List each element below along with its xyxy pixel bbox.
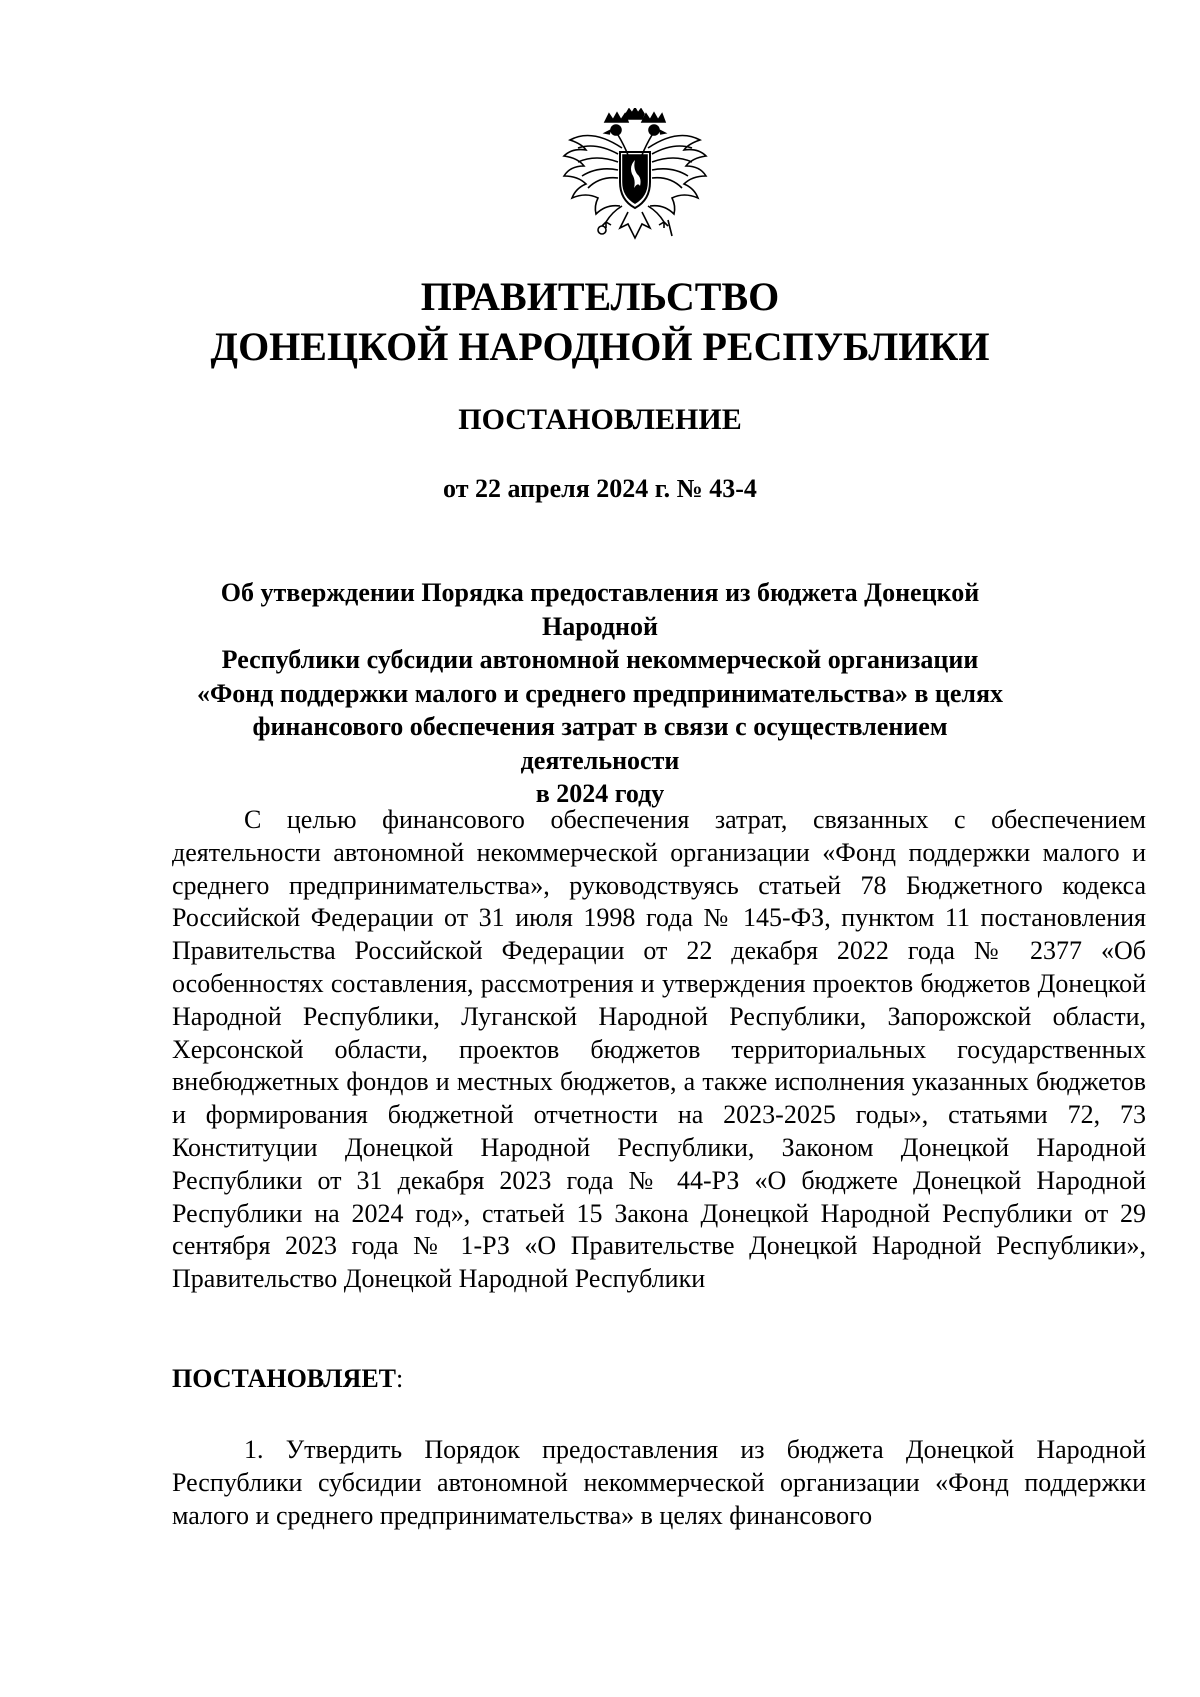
decree-word: ПОСТАНОВЛЯЕТ: [172, 1364, 396, 1393]
document-date-number: от 22 апреля 2024 г. № 43-4: [443, 474, 757, 503]
decree-heading: [172, 1362, 403, 1396]
subject-line: Об утверждении Порядка предоставления из бюджета Донецкой Народной: [220, 578, 980, 641]
document-type: ПОСТАНОВЛЕНИЕ: [458, 403, 742, 436]
document-subject: [170, 576, 1030, 811]
coat-of-arms-icon: [560, 108, 710, 258]
item-1-paragraph: 1. Утвердить Порядок предоставления из бюджета Донецкой Народной Республики субсидии автономной некоммерческой организации «Фонд поддержки малого и среднего предпринимательства» в целях финансового: [172, 1435, 1146, 1530]
subject-line: в 2024 году: [535, 779, 665, 808]
subject-line: «Фонд поддержки малого и среднего предпринимательства» в целях: [196, 678, 1004, 708]
government-title-line1: ПРАВИТЕЛЬСТВО: [420, 274, 780, 319]
subject-line: финансового обеспечения затрат в связи с осуществлением деятельности: [252, 712, 948, 775]
government-title-line2: ДОНЕЦКОЙ НАРОДНОЙ РЕСПУБЛИКИ: [210, 324, 990, 369]
preamble-paragraph: С целью финансового обеспечения затрат, связанных с обеспечением деятельности автономной некоммерческой организации «Фонд поддержки малого и среднего предпринимательства», руководствуясь статьей 78 Бюджетного кодекса Российской Федерации от 31 июля 1998 года № 145-ФЗ, пунктом 11 постановления Правительства Российской Федерации от 22 декабря 2022 года № 2377 «Об особенностях составления, рассмотрения и утверждения проектов бюджетов Донецкой Народной Республики, Луганской Народной Республики, Запорожской области, Херсонской области, проектов бюджетов территориальных государственных внебюджетных фондов и местных бюджетов, а также исполнения указанных бюджетов и формирования бюджетной отчетности на 2023-2025 годы», статьями 72, 73 Конституции Донецкой Народной Республики, Законом Донецкой Народной Республики от 31 декабря 2023 года № 44-РЗ «О бюджете Донецкой Народной Республики на 2024 год», статьей 15 Закона Донецкой Народной Республики от 29 сентября 2023 года № 1-РЗ «О Правительстве Донецкой Народной Республики», Правительство Донецкой Народной Республики: [172, 805, 1146, 1294]
decree-colon: :: [396, 1364, 404, 1393]
subject-line: Республики субсидии автономной некоммерческой организации: [221, 645, 979, 674]
